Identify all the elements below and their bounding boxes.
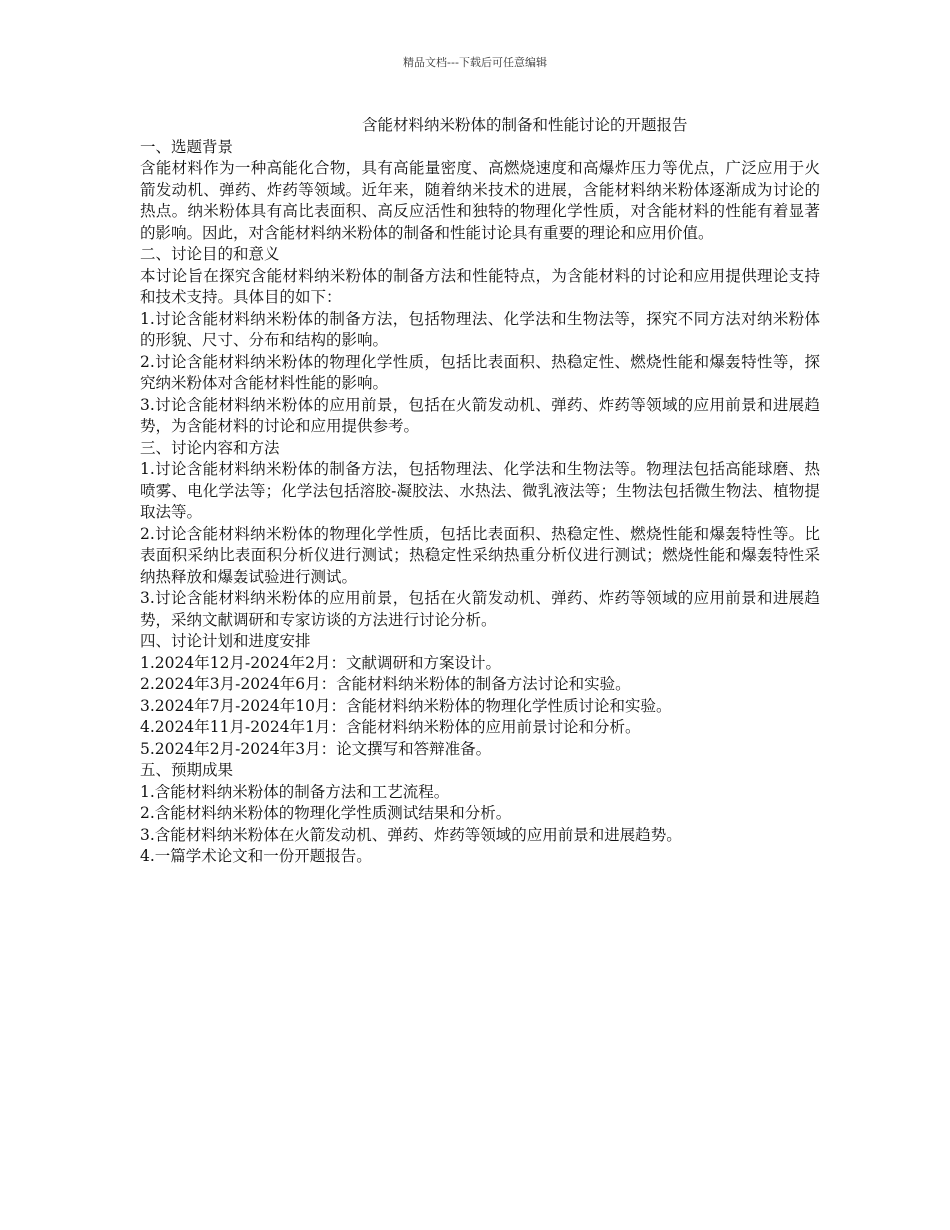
section-content-methods bbox=[140, 438, 820, 632]
methods-list bbox=[140, 459, 820, 631]
section-background bbox=[140, 137, 820, 245]
schedule-list bbox=[140, 653, 820, 761]
list-item: 4.2024年11月-2024年1月：含能材料纳米粉体的应用前景讨论和分析。 bbox=[140, 718, 641, 736]
list-item: 3.讨论含能材料纳米粉体的应用前景，包括在火箭发动机、弹药、炸药等领域的应用前景和进展趋势，为含能材料的讨论和应用提供参考。 bbox=[140, 395, 820, 435]
results-list bbox=[140, 782, 820, 868]
document-title: 含能材料纳米粉体的制备和性能讨论的开题报告 bbox=[362, 116, 688, 134]
paragraph: 本讨论旨在探究含能材料纳米粉体的制备方法和性能特点，为含能材料的讨论和应用提供理论支持和技术支持。具体目的如下： bbox=[140, 266, 820, 306]
section-schedule bbox=[140, 631, 820, 760]
list-item: 3.2024年7月-2024年10月：含能材料纳米粉体的物理化学性质讨论和实验。 bbox=[140, 696, 672, 715]
list-item: 1.讨论含能材料纳米粉体的制备方法，包括物理法、化学法和生物法等，探究不同方法对纳米粉体的形貌、尺寸、分布和结构的影响。 bbox=[140, 309, 820, 349]
list-item: 4.一篇学术论文和一份开题报告。 bbox=[140, 847, 372, 865]
purpose-list bbox=[140, 309, 820, 438]
list-item: 2.含能材料纳米粉体的物理化学性质测试结果和分析。 bbox=[140, 804, 512, 822]
list-item: 2.讨论含能材料纳米粉体的物理化学性质，包括比表面积、热稳定性、燃烧性能和爆轰特性等，探究纳米粉体对含能材料性能的影响。 bbox=[140, 352, 820, 392]
list-item: 2.讨论含能材料纳米粉体的物理化学性质，包括比表面积、热稳定性、燃烧性能和爆轰特性等。比表面积采纳比表面积分析仪进行测试；热稳定性采纳热重分析仪进行测试；燃烧性能和爆轰特性采纳热释放和爆轰试验进行测试。 bbox=[140, 524, 820, 586]
section-heading: 一、选题背景 bbox=[140, 137, 234, 156]
list-item: 5.2024年2月-2024年3月：论文撰写和答辩准备。 bbox=[140, 739, 492, 758]
list-item: 1.2024年12月-2024年2月：文献调研和方案设计。 bbox=[140, 653, 502, 672]
section-heading: 三、讨论内容和方法 bbox=[140, 438, 280, 457]
list-item: 1.含能材料纳米粉体的制备方法和工艺流程。 bbox=[140, 782, 450, 801]
list-item: 2.2024年3月-2024年6月：含能材料纳米粉体的制备方法讨论和实验。 bbox=[140, 675, 631, 693]
paragraph: 含能材料作为一种高能化合物，具有高能量密度、高燃烧速度和高爆炸压力等优点，广泛应用于火箭发动机、弹药、炸药等领域。近年来，随着纳米技术的进展，含能材料纳米粉体逐渐成为讨论的热点。纳米粉体具有高比表面积、高反应活性和独特的物理化学性质，对含能材料的性能有着显著的影响。因此，对含能材料纳米粉体的制备和性能讨论具有重要的理论和应用价值。 bbox=[140, 159, 820, 242]
page-header-watermark: 精品文档---下载后可任意编辑 bbox=[403, 56, 547, 69]
list-item: 1.讨论含能材料纳米粉体的制备方法，包括物理法、化学法和生物法等。物理法包括高能球磨、热喷雾、电化学法等；化学法包括溶胶-凝胶法、水热法、微乳液法等；生物法包括微生物法、植物提取法等。 bbox=[140, 460, 820, 521]
document-body bbox=[140, 115, 820, 868]
list-item: 3.讨论含能材料纳米粉体的应用前景，包括在火箭发动机、弹药、炸药等领域的应用前景和进展趋势，采纳文献调研和专家访谈的方法进行讨论分析。 bbox=[140, 589, 820, 629]
section-heading: 五、预期成果 bbox=[140, 761, 234, 779]
section-expected-results bbox=[140, 760, 820, 868]
list-item: 3.含能材料纳米粉体在火箭发动机、弹药、炸药等领域的应用前景和进展趋势。 bbox=[140, 825, 682, 844]
section-purpose bbox=[140, 244, 820, 438]
section-heading: 四、讨论计划和进度安排 bbox=[140, 632, 311, 650]
section-heading: 二、讨论目的和意义 bbox=[140, 245, 280, 263]
